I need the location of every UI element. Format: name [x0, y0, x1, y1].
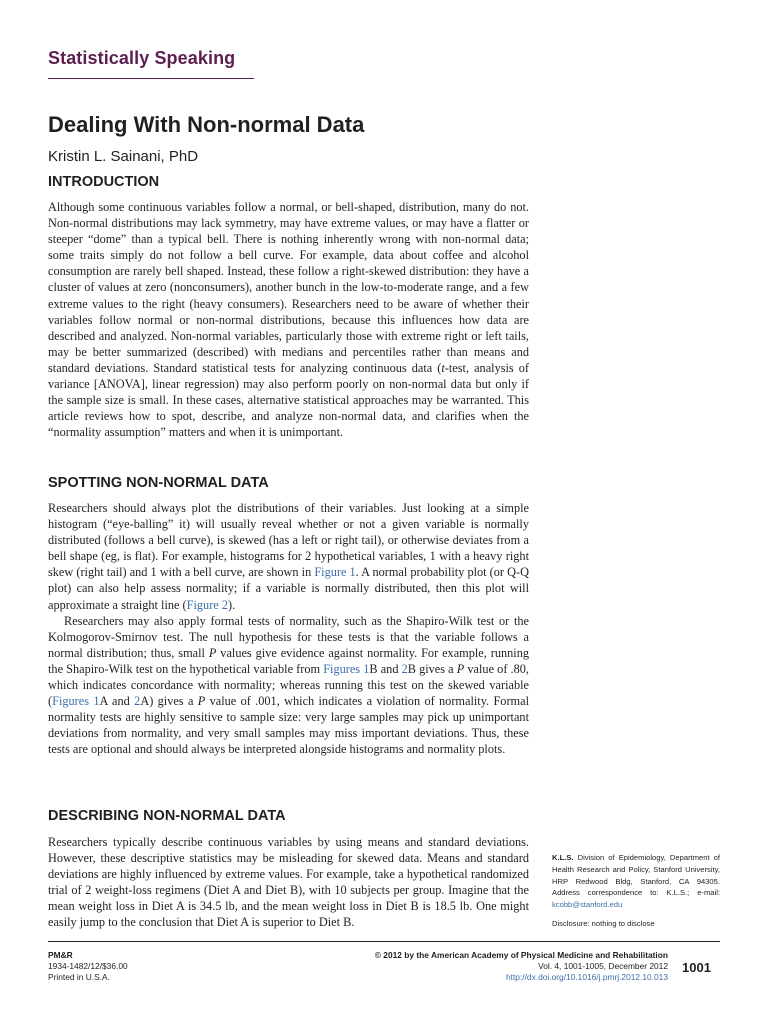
issn-price: 1934-1482/12/$36.00 — [48, 961, 128, 971]
describing-text: Researchers typically describe continuous variables by using means and standard deviations. However, these descriptive statistics may be misleading for skewed data. Means and standard deviations are highly influenced by extreme values. For example, take a hypothetical randomized trial of 2 weight-loss regimens (Diet A and Diet B), with 10 subjects per group. Imagine that the mean weight loss in Diet A is 34.5 lb, and the mean weight loss in Diet B is 18.5 lb. One might easily jump to the conclusion that Diet A is superior to Diet B. — [48, 835, 529, 930]
figures-1-link[interactable]: Figures 1 — [323, 661, 370, 676]
figure-2-link[interactable]: Figure 2 — [186, 597, 228, 612]
introduction-paragraph — [48, 199, 529, 440]
section-heading-spotting: SPOTTING NON-NORMAL DATA — [48, 475, 269, 491]
intro-text-continued: -test, analysis of variance [ANOVA], linear regression) may also perform poorly on non-normal data but only if the sample size is small. In these cases, alternative statistical approaches may be warranted. This article reviews how to spot, describe, and analyze non-normal data, and clarifies when the “normality assumption” matters and when it is unimportant. — [48, 360, 529, 440]
figure-2b-link[interactable]: 2 — [401, 661, 408, 676]
author-name: Kristin L. Sainani, PhD — [48, 148, 199, 165]
describing-paragraph — [48, 834, 529, 931]
figure-1-link[interactable]: Figure 1 — [314, 565, 356, 580]
spotting-paragraphs — [48, 500, 529, 758]
author-affiliation-note — [552, 852, 720, 911]
spotting-paragraph-2: Researchers may also apply formal tests of normality, such as the Shapiro-Wilk test or the Kolmogorov-Smirnov test. The null hypothesis for these tests is that the variable follows a normal distribution; thus, small P values give evidence against normality. For example, running the Shapiro-Wilk test on the hypothetical variable from Figures 1B and 2B gives a P value of .80, which indicates concordance with normality; whereas running this test on the skewed variable (Figures 1A and 2A) gives a P value of .001, which indicates a violation of normality. Formal normality tests are highly sensitive to sample size: very large samples may pick up unimportant deviations from normality, and very small samples may miss important deviations. Thus, these tests are optional and should always be interpreted alongside histograms and normality plots. — [48, 613, 530, 757]
page-number: 1001 — [682, 960, 711, 975]
author-initials: K.L.S. — [552, 853, 574, 862]
figure-2a-link[interactable]: 2 — [134, 694, 141, 709]
column-title: Statistically Speaking — [48, 48, 236, 68]
affiliation-text: Division of Epidemiology, Department of Health Research and Policy, Stanford University, HRP Redwood Bldg, Stanford, CA 94305. Address correspondence to: K.L.S.; e-mail: — [552, 853, 720, 898]
doi-link[interactable]: http://dx.doi.org/10.1016/j.pmrj.2012.10.013 — [505, 972, 668, 982]
footer-rule — [48, 941, 720, 942]
section-heading-introduction: INTRODUCTION — [48, 174, 160, 190]
intro-text: Although some continuous variables follow a normal, or bell-shaped, distribution, many do not. Non-normal distributions may lack symmetry, may have extreme values, or may have a flatter or steeper “dome” than a typical bell. There is nothing inherently wrong with non-normal data; some traits simply do not follow a bell curve. For example, data about coffee and alcohol consumption are rarely bell shaped. Instead, these follow a right-skewed distribution: they have a cluster of values at zero (nonconsumers), another bunch in the low-to-moderate range, and a few extreme values to the right (heavy consumers). Researchers need to be aware of whether their variables follow normal or non-normal distributions, because this influences how data are described and analyzed. Non-normal variables, particularly those with extreme right or left tails, may be better summarized (described) with medians and percentiles rather than means and standard deviations. Standard statistical tests for analyzing continuous data ( — [48, 200, 529, 375]
section-heading-describing: DESCRIBING NON-NORMAL DATA — [48, 808, 286, 824]
t-italic: t — [441, 360, 445, 375]
journal-abbreviation: PM&R — [48, 950, 73, 960]
copyright-notice: © 2012 by the American Academy of Physical Medicine and Rehabilitation — [374, 950, 668, 960]
spotting-paragraph-1: Researchers should always plot the distributions of their variables. Just looking at a simple histogram (“eye-balling” it) will usually reveal whether or not a given variable is normally distributed (follows a bell curve), is skewed (has a left or right tail), or otherwise deviates from a bell shape (eg, is flat). For example, histograms for 2 hypothetical variables, 1 with a heavy right skew (right tail) and 1 with a bell curve, are shown in Figure 1. A normal probability plot (or Q-Q plot) can also help assess normality; if a variable is normally distributed, then this plot will approximate a straight line (Figure 2). — [48, 501, 529, 612]
column-title-rule — [48, 78, 254, 79]
printed-location: Printed in U.S.A. — [48, 972, 110, 982]
volume-info: Vol. 4, 1001-1005, December 2012 — [538, 961, 668, 971]
figures-1a-link[interactable]: Figures 1 — [52, 694, 100, 709]
article-title: Dealing With Non-normal Data — [48, 112, 365, 137]
disclosure-note: Disclosure: nothing to disclose — [552, 919, 655, 928]
email-link[interactable]: kcobb@stanford.edu — [552, 900, 623, 910]
